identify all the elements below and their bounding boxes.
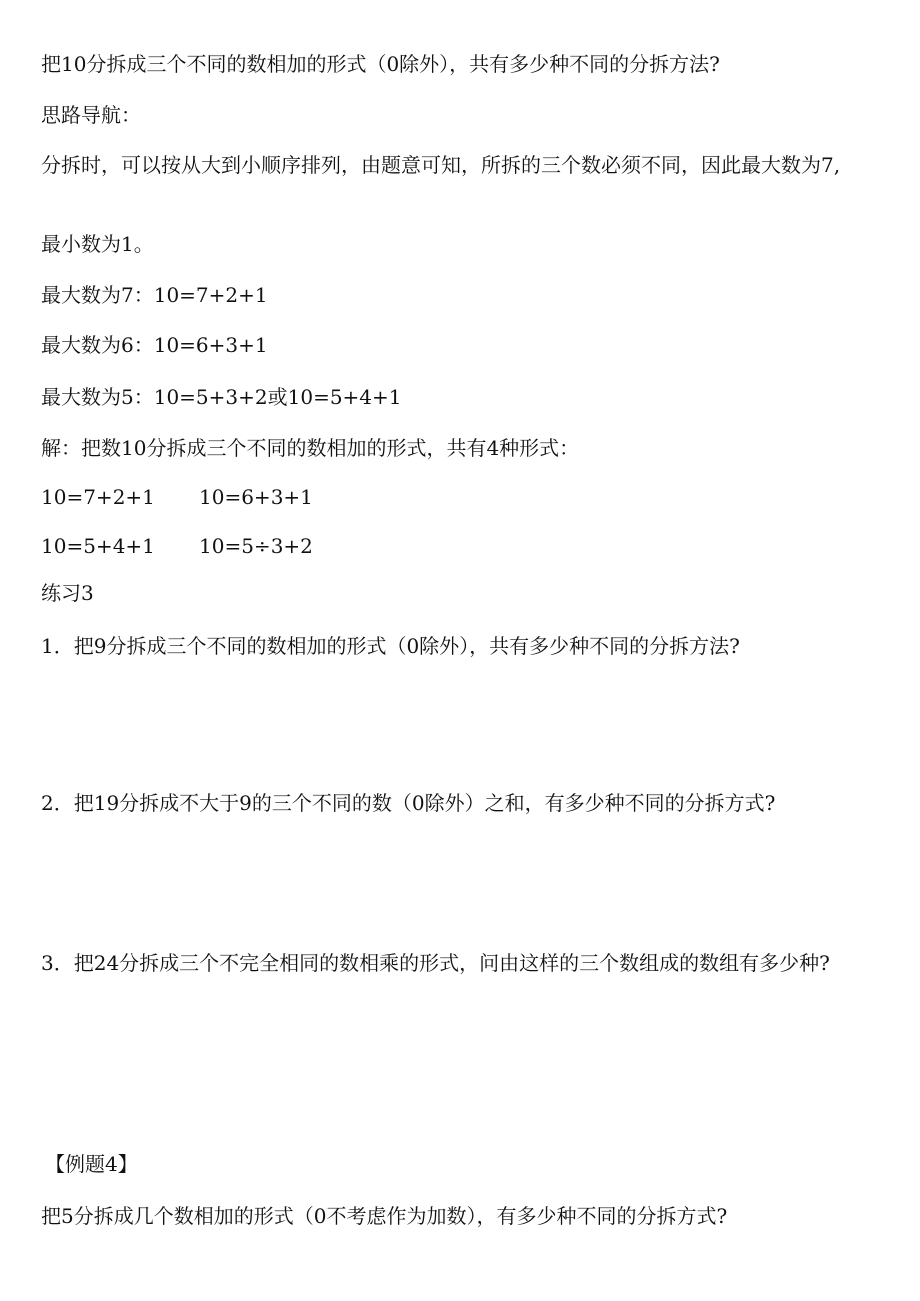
solution-item: 10=7+2+1 <box>41 485 155 509</box>
case-max-7: 最大数为7：10=7+2+1 <box>41 283 268 307</box>
example4-question: 把5分拆成几个数相加的形式（0不考虑作为加数），有多少种不同的分拆方式? <box>41 1204 728 1228</box>
solution-line: 解：把数10分拆成三个不同的数相加的形式，共有4种形式： <box>41 436 580 460</box>
case-max-6: 最大数为6：10=6+3+1 <box>41 333 268 357</box>
min-number-line: 最小数为1。 <box>41 232 154 256</box>
case-max-5: 最大数为5：10=5+3+2或10=5+4+1 <box>41 385 402 409</box>
solution-item: 10=6+3+1 <box>199 485 313 509</box>
solution-item: 10=5÷3+2 <box>199 534 313 558</box>
thinking-heading: 思路导航： <box>41 103 141 127</box>
thinking-paragraph: 分拆时，可以按从大到小顺序排列，由题意可知，所拆的三个数必须不同，因此最大数为7, <box>41 153 841 177</box>
solution-item: 10=5+4+1 <box>41 534 155 558</box>
example4-heading: 【例题4】 <box>45 1152 138 1176</box>
practice-item-2: 2．把19分拆成不大于9的三个不同的数（0除外）之和，有多少种不同的分拆方式? <box>41 791 776 815</box>
practice-item-3: 3．把24分拆成三个不完全相同的数相乘的形式，问由这样的三个数组成的数组有多少种? <box>41 951 830 975</box>
practice-item-1: 1．把9分拆成三个不同的数相加的形式（0除外），共有多少种不同的分拆方法? <box>41 634 740 658</box>
practice-heading: 练习3 <box>41 581 94 605</box>
example3-question: 把10分拆成三个不同的数相加的形式（0除外），共有多少种不同的分拆方法? <box>41 52 720 76</box>
